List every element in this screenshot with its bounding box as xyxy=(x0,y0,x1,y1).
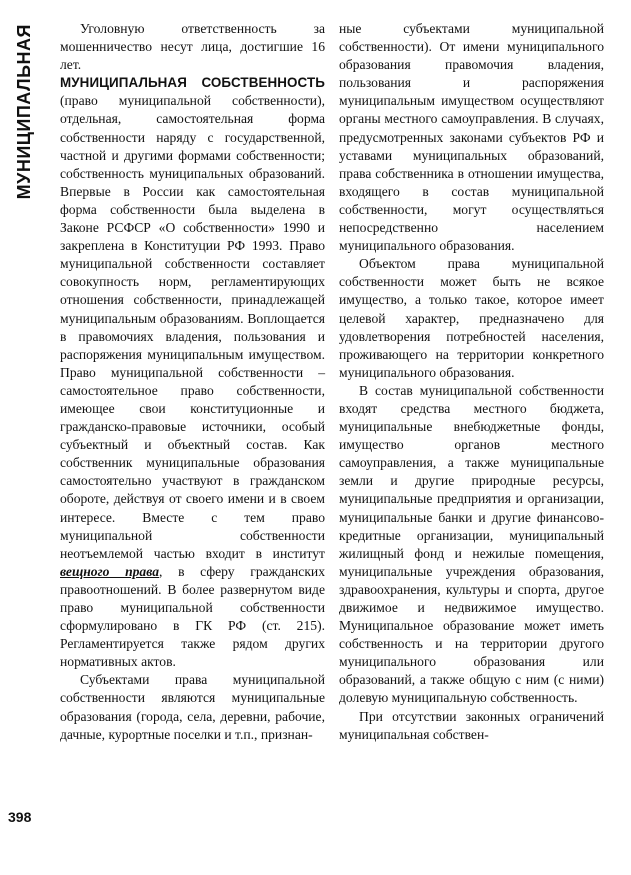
paragraph-fraud-liability: Уголовную ответственность за мошенничество несут лица, достигшие 16 лет. xyxy=(60,21,325,73)
running-head-text: МУНИЦИПАЛЬНАЯ xyxy=(14,24,34,200)
entry-body-part-1: (право муниципальной собственности), отдельная, самостоятельная форма собственности наряду с государственной, частной и другими формами собственности; собственность муниципальных образований. Впервые в России как самостоятельная форма собственности была выделена в Законе РСФСР «О собственности» 1990 и закреплена в Конституции РФ 1993. Право муниципальной собственности составляет совокупность норм, регламентирующих отношения собственности, принадлежащей муниципальным образованиям. Воплощается в правомочиях владения, пользования и распоряжения муниципальным имуществом. Право муниципальной собственности – самостоятельное право собственности, имеющее свои конституционные и гражданско-правовые источники, особый субъектный и объектный состав. Как собственник муниципальные образования самостоятельно участвуют в гражданском обороте, действуя от своего имени и в своем интересе. Вместе с тем право муниципальной собственности неотъемлемой частью входит в институт xyxy=(60,93,325,561)
cross-reference-link[interactable]: вещного права xyxy=(60,563,160,579)
paragraph-restrictions: При отсутствии законных ограничений муниципальная собствен- xyxy=(339,708,604,742)
right-column xyxy=(339,20,604,744)
paragraph-objects: Объектом права муниципальной собственности может быть не всякое имущество, а только такое, которое имеет целевой характер, предназначено для удовлетворения потребностей населения, проживающего на территории конкретного муниципального образования. xyxy=(339,256,604,380)
entry-headword: МУНИЦИПАЛЬНАЯ СОБСТВЕННОСТЬ xyxy=(60,75,325,91)
entry-body-part-2: , в сферу гражданских правоотношений. В более развернутом виде право муниципальной собственности сформулировано в ГК РФ (ст. 215). Регламентируется также рядом других нормативных актов. xyxy=(60,563,325,670)
paragraph-subjects: Субъектами права муниципальной собственности являются муниципальные образования (города, села, деревни, рабочие, дачные, курортные поселки и т.п., признан- xyxy=(60,672,325,742)
left-column xyxy=(60,20,325,744)
page-number: 398 xyxy=(8,809,32,825)
running-head xyxy=(0,24,50,224)
entry-municipal-property xyxy=(60,74,325,671)
paragraph-composition: В состав муниципальной собственности входят средства местного бюджета, муниципальные внебюджетные фонды, имущество органов местного самоуправления, а также муниципальные земли и другие природные ресурсы, муниципальные предприятия и организации, муниципальные банки и другие финансово-кредитные организации, муниципальный жилищный фонд и нежилые помещения, муниципальные учреждения образования, здравоохранения, культуры и спорта, другое движимое и недвижимое имущество. Муниципальное образование может иметь собственность и на территории другого муниципального образования или образований, а также общую с ним (с ними) долевую муниципальную собственность. xyxy=(339,382,604,706)
paragraph-continuation: ные субъектами муниципальной собственности). От имени муниципального образования правомочия владения, пользования и распоряжения муниципальным имуществом осуществляют органы местного самоуправления. В случаях, предусмотренных законами субъектов РФ и уставами муниципальных образований, права собственника в отношении имущества, входящего в состав муниципальной собственности, могут осуществляться непосредственно населением муниципального образования. xyxy=(339,21,604,254)
